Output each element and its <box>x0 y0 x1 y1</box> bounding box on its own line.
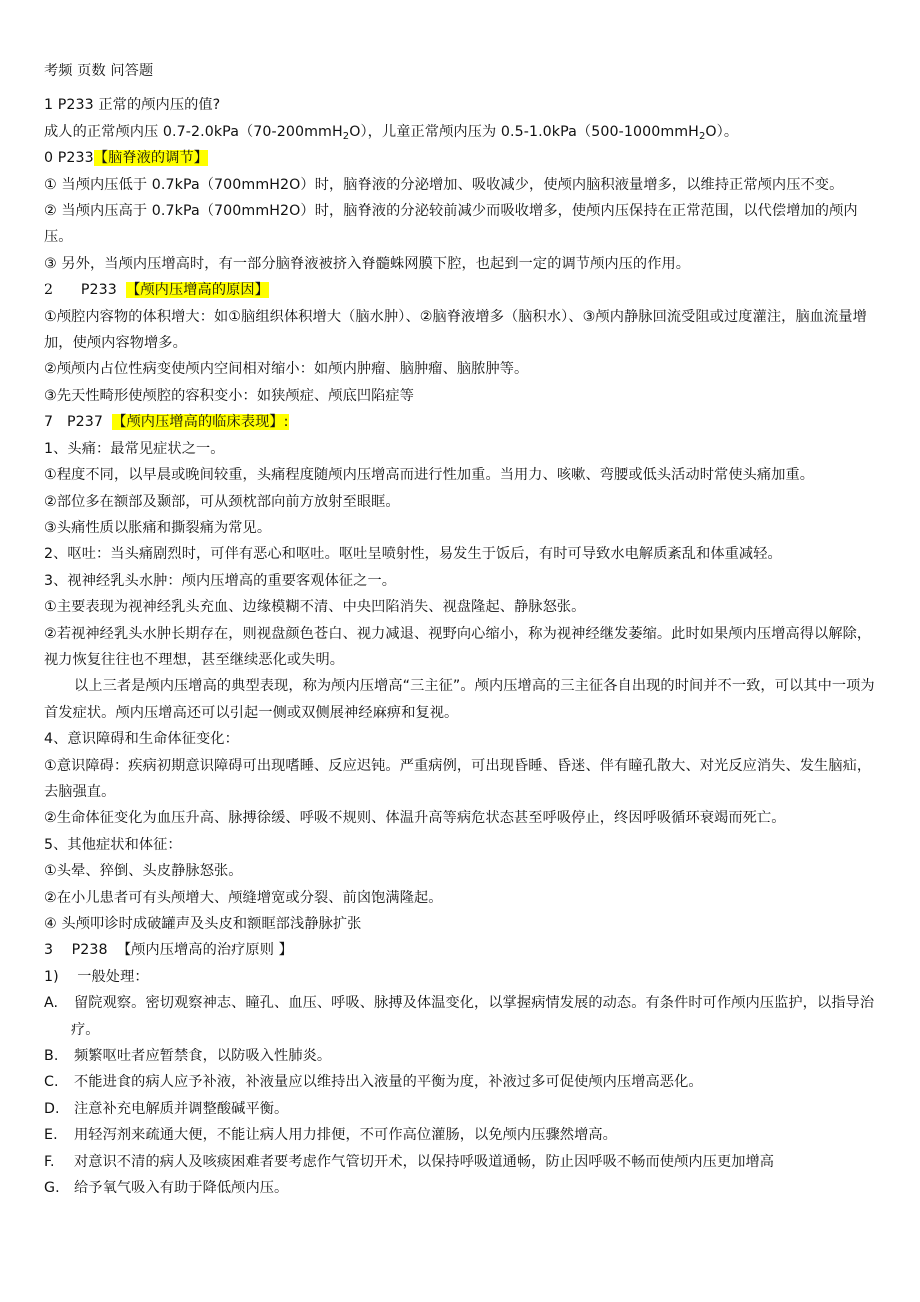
q7-summary: 以上三者是颅内压增高的典型表现，称为颅内压增高“三主征”。颅内压增高的三主征各自出现的时间并不一致，可以其中一项为首发症状。颅内压增高还可以引起一侧或双侧展神经麻痹和复视。 <box>44 678 875 721</box>
q7-line-5: 2、呕吐：当头痛剧烈时，可伴有恶心和呕吐。呕吐呈喷射性，易发生于饭后，有时可导致水电解质紊乱和体重减轻。 <box>44 546 782 563</box>
q7-line-13: ①头晕、猝倒、头皮静脉怒张。 <box>44 863 243 880</box>
q3-item-a: A. 留院观察。密切观察神志、瞳孔、血压、呼吸、脉搏及体温变化，以掌握病情发展的动态。有条件时可作颅内压监护，以指导治疗。 <box>44 995 875 1038</box>
q0-title-highlight: 【脑脊液的调节】 <box>93 150 209 167</box>
q2-item-2: ②颅颅内占位性病变使颅内空间相对缩小：如颅内肿瘤、脑肿瘤、脑脓肿等。 <box>44 361 529 378</box>
q2-heading: 2 P233 【颅内压增高的原因】 <box>44 282 269 299</box>
q7-line-8: ②若视神经乳头水肿长期存在，则视盘颜色苍白、视力减退、视野向心缩小，称为视神经继发萎缩。此时如果颅内压增高得以解除，视力恢复往往也不理想，甚至继续恶化或失明。 <box>44 625 872 668</box>
q7-line-12: 5、其他症状和体征： <box>44 836 182 853</box>
q0-item-1: ① 当颅内压低于 0.7kPa（700mmH2O）时，脑脊液的分泌增加、吸收减少，使颅内脑积液量增多，以维持正常颅内压不变。 <box>44 176 844 193</box>
document-body <box>44 58 880 1201</box>
q3-item-f: F. 对意识不清的病人及咳痰困难者要考虑作气管切开术，以保持呼吸道通畅，防止因呼吸不畅而使颅内压更加增高 <box>44 1153 775 1170</box>
q7-title-highlight: 【颅内压增高的临床表现】: <box>112 414 289 431</box>
q2-item-3: ③先天性畸形使颅腔的容积变小：如狭颅症、颅底凹陷症等 <box>44 387 415 404</box>
q0-item-3: ③ 另外，当颅内压增高时，有一部分脑脊液被挤入脊髓蛛网膜下腔，也起到一定的调节颅内压的作用。 <box>44 255 691 272</box>
q3-item-d: D. 注意补充电解质并调整酸碱平衡。 <box>44 1100 289 1117</box>
q7-line-3: ②部位多在额部及颞部，可从颈枕部向前方放射至眼眶。 <box>44 493 400 510</box>
q3-heading: 3 P238 【颅内压增高的治疗原则 】 <box>44 942 293 959</box>
q7-line-14: ②在小儿患者可有头颅增大、颅缝增宽或分裂、前囟饱满隆起。 <box>44 889 443 906</box>
q7-heading: 7 P237 【颅内压增高的临床表现】: <box>44 414 289 431</box>
q1-answer: 成人的正常颅内压 0.7-2.0kPa（70-200mmH$_2$O），儿童正常颅内压为 0.5-1.0kPa（500-1000mmH$_2$O）。 <box>44 123 739 142</box>
q7-line-9: 4、意识障碍和生命体征变化： <box>44 731 239 748</box>
q7-line-6: 3、视神经乳头水肿：颅内压增高的重要客观体征之一。 <box>44 572 397 589</box>
q7-line-2: ①程度不同，以早晨或晚间较重，头痛程度随颅内压增高而进行性加重。当用力、咳嗽、弯腰或低头活动时常使头痛加重。 <box>44 467 815 484</box>
doc-header: 考频 页数 问答题 <box>44 63 154 79</box>
q3-item-b: B. 频繁呕吐者应暂禁食，以防吸入性肺炎。 <box>44 1048 332 1065</box>
q7-line-4: ③头痛性质以胀痛和撕裂痛为常见。 <box>44 519 272 536</box>
q3-title: 【颅内压增高的治疗原则 】 <box>116 942 293 959</box>
q7-line-7: ①主要表现为视神经乳头充血、边缘模糊不清、中央凹陷消失、视盘隆起、静脉怒张。 <box>44 599 586 616</box>
q3-subtitle: 1) 一般处理： <box>44 968 149 985</box>
q7-line-11: ②生命体征变化为血压升高、脉搏徐缓、呼吸不规则、体温升高等病危状态甚至呼吸停止，终因呼吸循环衰竭而死亡。 <box>44 810 786 827</box>
q7-line-10: ①意识障碍：疾病初期意识障碍可出现嗜睡、反应迟钝。严重病例，可出现昏睡、昏迷、伴有瞳孔散大、对光反应消失、发生脑疝，去脑强直。 <box>44 757 872 800</box>
q3-item-e: E. 用轻泻剂来疏通大便，不能让病人用力排便，不可作高位灌肠，以免颅内压骤然增高。 <box>44 1127 617 1144</box>
q7-line-1: 1、头痛：最常见症状之一。 <box>44 440 225 457</box>
q0-heading: 0 P233【脑脊液的调节】 <box>44 150 209 167</box>
q0-item-2: ② 当颅内压高于 0.7kPa（700mmH2O）时，脑脊液的分泌较前减少而吸收增多，使颅内压保持在正常范围，以代偿增加的颅内压。 <box>44 203 858 246</box>
q7-line-15: ④ 头颅叩诊时成破罐声及头皮和额眶部浅静脉扩张 <box>44 916 362 932</box>
q3-item-g: G. 给予氧气吸入有助于降低颅内压。 <box>44 1180 289 1197</box>
q3-item-c: C. 不能进食的病人应予补液，补液量应以维持出入液量的平衡为度，补液过多可促使颅内压增高恶化。 <box>44 1074 703 1091</box>
q2-title-highlight: 【颅内压增高的原因】 <box>126 282 269 299</box>
q1-title: 1 P233 正常的颅内压的值? <box>44 97 221 114</box>
q2-item-1: ①颅腔内容物的体积增大：如①脑组织体积增大（脑水肿）、②脑脊液增多（脑积水）、③颅内静脉回流受阻或过度灌注，脑血流量增加，使颅内容物增多。 <box>44 308 867 352</box>
